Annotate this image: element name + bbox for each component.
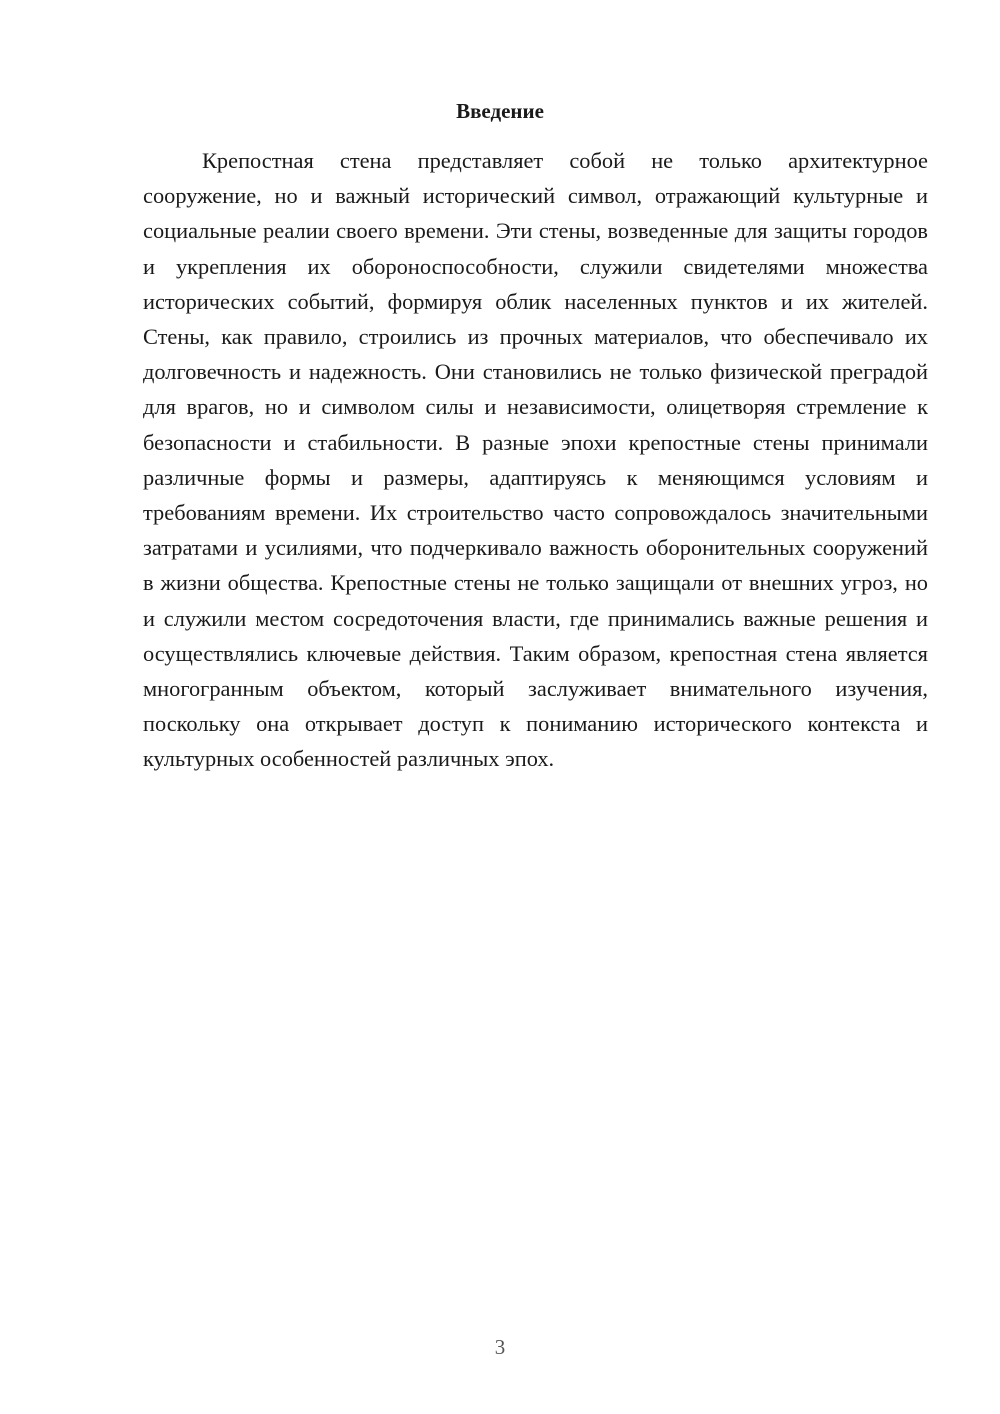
page-number: 3 <box>494 1335 506 1359</box>
section-heading: Введение <box>456 99 544 123</box>
body-paragraph: Крепостная стена представляет собой не только архитектурное сооружение, но и важный исторический символ, отражающий культурные и социальные реалии своего времени. Эти стены, возведенные для защиты городов и укрепления их обороноспособности, служили свидетелями множества исторических событий, формируя облик населенных пунктов и их жителей. Стены, как правило, строились из прочных материалов, что обеспечивало их долговечность и надежность. Они становились не только физической преградой для врагов, но и символом силы и независимости, олицетворяя стремление к безопасности и стабильности. В разные эпохи крепостные стены принимали различные формы и размеры, адаптируясь к меняющимся условиям и требованиям времени. Их строительство часто сопровождалось значительными затратами и усилиями, что подчеркивало важность оборонительных сооружений в жизни общества. Крепостные стены не только защищали от внешних угроз, но и служили местом сосредоточения власти, где принимались важные решения и осуществлялись ключевые действия. Таким образом, крепостная стена является многогранным объектом, который заслуживает внимательного изучения, поскольку она открывает доступ к пониманию исторического контекста и культурных особенностей различных эпох. <box>143 148 928 772</box>
